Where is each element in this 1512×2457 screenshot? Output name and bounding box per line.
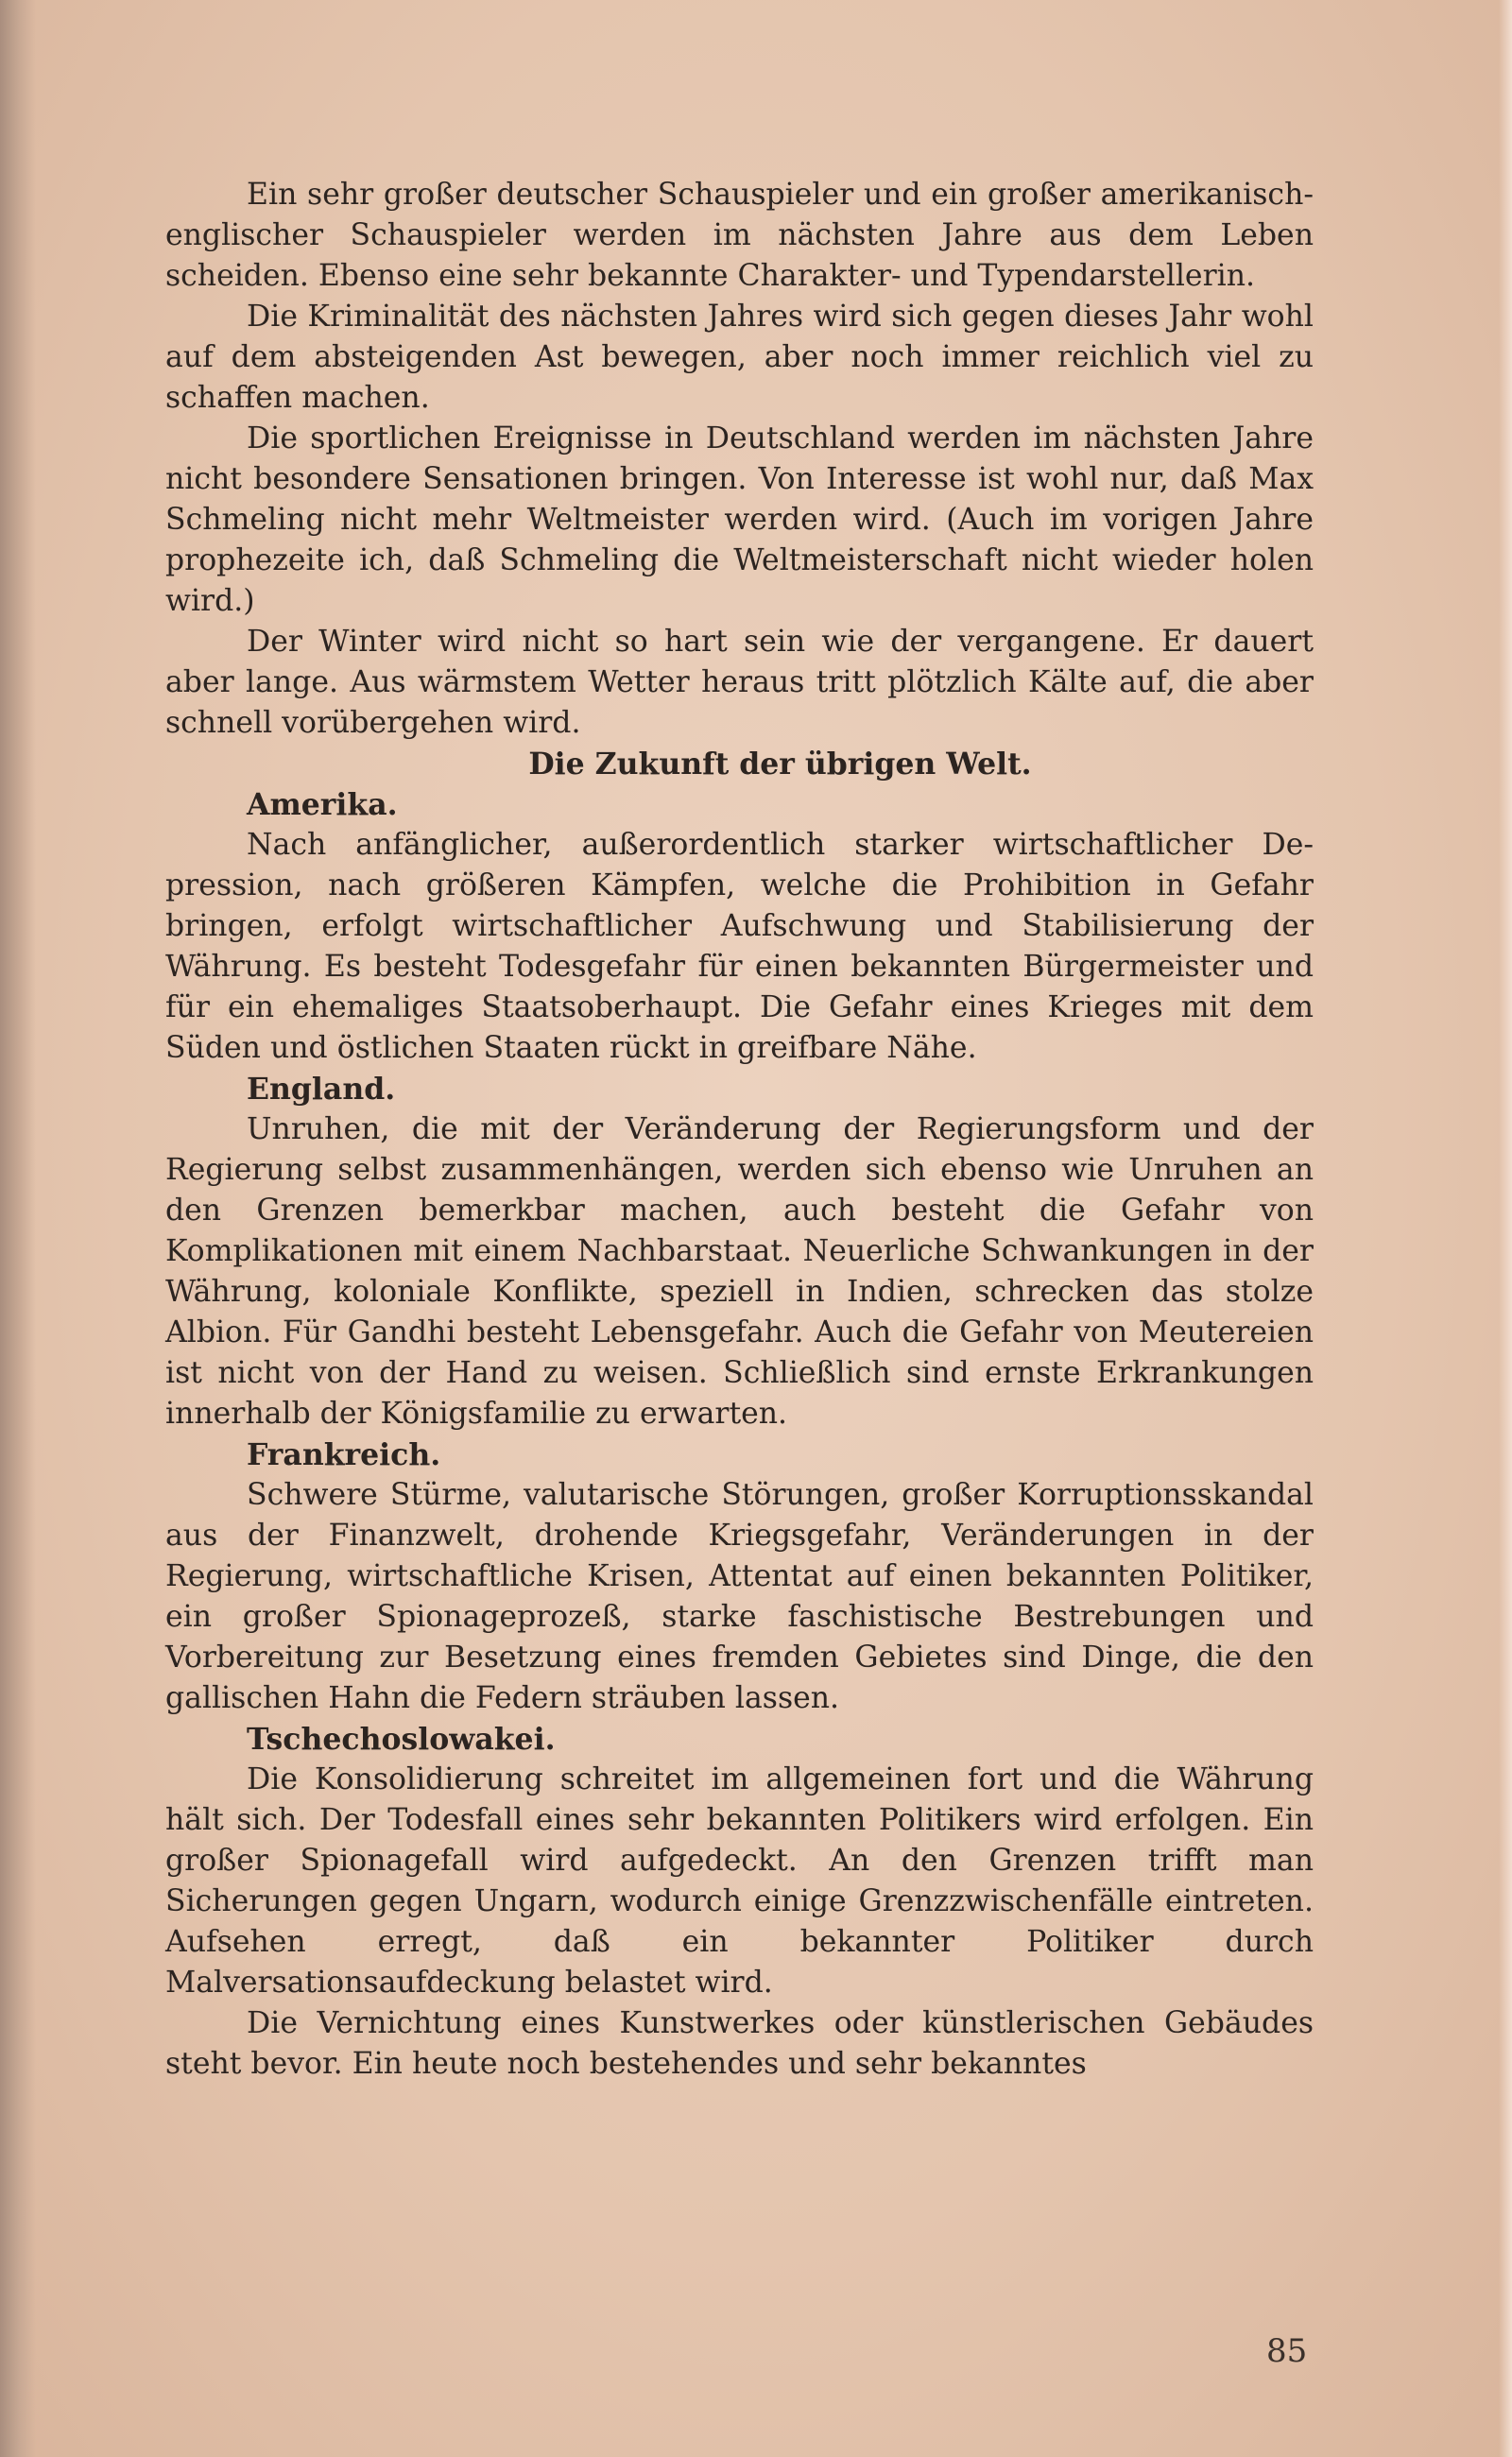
page-spine-shadow [0,0,36,2457]
country-heading-england: England. [247,1072,396,1107]
paragraph-england: Unruhen, die mit der Veränderung der Regierungsform und der Regierung selbst zusammenhängen, werden sich ebenso wie Unruhen an den Grenzen bemerkbar machen, auch besteht die Gefahr von Komplikationen mit einem Nachbarstaat. Neuerliche Schwankungen in der Währung, koloniale Konflikte, speziell in Indien, schrecken das stolze Albion. Für Gandhi besteht Lebensgefahr. Auch die Gefahr von Meutereien ist nicht von der Hand zu weisen. Schließlich sind ernste Erkrankungen innerhalb der Königsfamilie zu erwarten. [165,1112,1314,1431]
country-heading-frankreich: Frankreich. [247,1437,441,1472]
page-edge [1499,0,1512,2457]
paragraph-frankreich: Schwere Stürme, valutarische Störungen, großer Korruptionsskandal aus der Finanzwelt, drohende Kriegsgefahr, Veränderungen in der Regierung, wirtschaftliche Krisen, Attentat auf einen bekannten Politiker, ein großer Spionageprozeß, starke faschistische Bestrebungen und Vorbereitung zur Besetzung eines fremden Gebietes sind Dinge, die den gallischen Hahn die Federn sträuben lassen. [165,1478,1314,1715]
paragraph-actors: Ein sehr großer deutscher Schauspieler und ein großer amerikanisch-englischer Schauspieler werden im nächsten Jahre aus dem Leben scheiden. Ebenso eine sehr bekannte Charakter- und Typendarstellerin. [165,178,1314,293]
section-title: Die Zukunft der übrigen Welt. [528,747,1032,782]
page-number: 85 [1266,2332,1308,2370]
page-text [165,175,1314,2085]
paragraph-amerika: Nach anfänglicher, außerordentlich starker wirtschaftlicher Depression, nach größeren Kämpfen, welche die Prohibition in Gefahr bringen, erfolgt wirtschaftlicher Aufschwung und Stabilisierung der Währung. Es besteht Todesgefahr für einen bekannten Bürgermeister und für ein ehemaliges Staatsoberhaupt. Die Gefahr eines Krieges mit dem Süden und östlichen Staaten rückt in greifbare Nähe. [165,828,1314,1065]
paragraph-sports: Die sportlichen Ereignisse in Deutschland werden im nächsten Jahre nicht besondere Sensationen bringen. Von Interesse ist wohl nur, daß Max Schmeling nicht mehr Weltmeister werden wird. (Auch im vorigen Jahre prophezeite ich, daß Schmeling die Weltmeisterschaft nicht wieder holen wird.) [165,421,1314,618]
paragraph-tschechoslowakei-1: Die Konsolidierung schreitet im allgemeinen fort und die Währung hält sich. Der Todesfall eines sehr bekannten Politikers wird erfolgen. Ein großer Spionagefall wird aufgedeckt. An den Grenzen trifft man Sicherungen gegen Ungarn, wodurch einige Grenzzwischenfälle eintreten. Aufsehen erregt, daß ein bekannter Politiker durch Malversationsaufdeckung belastet wird. [165,1762,1314,2000]
country-heading-tschechoslowakei: Tschechoslowakei. [247,1722,556,1757]
country-heading-amerika: Amerika. [247,787,398,822]
paragraph-tschechoslowakei-2: Die Vernichtung eines Kunstwerkes oder künstlerischen Gebäudes steht bevor. Ein heute noch bestehendes und sehr bekanntes [165,2006,1314,2081]
paragraph-winter: Der Winter wird nicht so hart sein wie der vergangene. Er dauert aber lange. Aus wärmstem Wetter heraus tritt plötzlich Kälte auf, die aber schnell vorübergehen wird. [165,625,1314,740]
paragraph-crime: Die Kriminalität des nächsten Jahres wird sich gegen dieses Jahr wohl auf dem absteigenden Ast bewegen, aber noch immer reichlich viel zu schaffen machen. [165,300,1314,415]
